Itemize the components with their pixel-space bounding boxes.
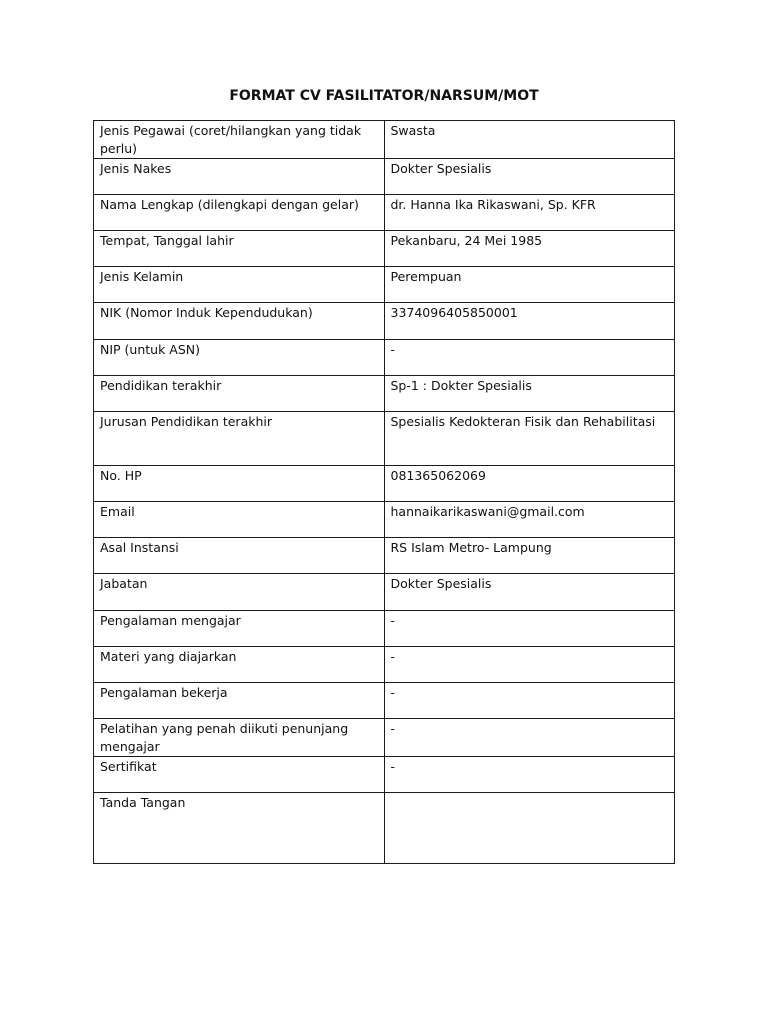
cv-table [93, 120, 675, 864]
row-label: Materi yang diajarkan [94, 647, 385, 683]
row-label: Jenis Kelamin [94, 267, 385, 303]
table-row [94, 267, 675, 303]
row-label: Nama Lengkap (dilengkapi dengan gelar) [94, 195, 385, 231]
table-row [94, 376, 675, 412]
row-value: Swasta [384, 121, 675, 159]
row-value: Perempuan [384, 267, 675, 303]
row-label: Asal Instansi [94, 538, 385, 574]
row-value: Dokter Spesialis [384, 159, 675, 195]
row-value: - [384, 611, 675, 647]
row-label: Tempat, Tanggal lahir [94, 231, 385, 267]
row-label: Sertifikat [94, 757, 385, 793]
row-label: Jenis Nakes [94, 159, 385, 195]
row-value: hannaikarikaswani@gmail.com [384, 502, 675, 538]
table-row [94, 231, 675, 267]
row-label: No. HP [94, 466, 385, 502]
row-value: 3374096405850001 [384, 303, 675, 340]
row-label: NIP (untuk ASN) [94, 340, 385, 376]
row-label: Pelatihan yang penah diikuti penunjang mengajar [94, 719, 385, 757]
row-label: Jenis Pegawai (coret/hilangkan yang tidak perlu) [94, 121, 385, 159]
table-row [94, 121, 675, 159]
row-label: Jurusan Pendidikan terakhir [94, 412, 385, 466]
row-label: Pendidikan terakhir [94, 376, 385, 412]
row-value: - [384, 647, 675, 683]
row-value: Dokter Spesialis [384, 574, 675, 611]
row-value: Spesialis Kedokteran Fisik dan Rehabilitasi [384, 412, 675, 466]
table-row [94, 647, 675, 683]
table-row [94, 159, 675, 195]
row-value: dr. Hanna Ika Rikaswani, Sp. KFR [384, 195, 675, 231]
table-row [94, 793, 675, 864]
row-value: - [384, 683, 675, 719]
table-row [94, 683, 675, 719]
table-row [94, 757, 675, 793]
row-label: Pengalaman bekerja [94, 683, 385, 719]
row-label: Tanda Tangan [94, 793, 385, 864]
row-value: - [384, 757, 675, 793]
document-title: FORMAT CV FASILITATOR/NARSUM/MOT [229, 88, 539, 104]
table-row [94, 412, 675, 466]
row-value: - [384, 719, 675, 757]
row-label: NIK (Nomor Induk Kependudukan) [94, 303, 385, 340]
row-value: RS Islam Metro- Lampung [384, 538, 675, 574]
table-row [94, 574, 675, 611]
table-row [94, 538, 675, 574]
table-row [94, 340, 675, 376]
table-row [94, 303, 675, 340]
row-value: - [384, 340, 675, 376]
table-row [94, 195, 675, 231]
row-value: Sp-1 : Dokter Spesialis [384, 376, 675, 412]
signature-field [384, 793, 675, 864]
row-label: Email [94, 502, 385, 538]
table-row [94, 719, 675, 757]
table-row [94, 611, 675, 647]
table-row [94, 502, 675, 538]
row-value: 081365062069 [384, 466, 675, 502]
row-label: Jabatan [94, 574, 385, 611]
row-value: Pekanbaru, 24 Mei 1985 [384, 231, 675, 267]
table-row [94, 466, 675, 502]
row-label: Pengalaman mengajar [94, 611, 385, 647]
